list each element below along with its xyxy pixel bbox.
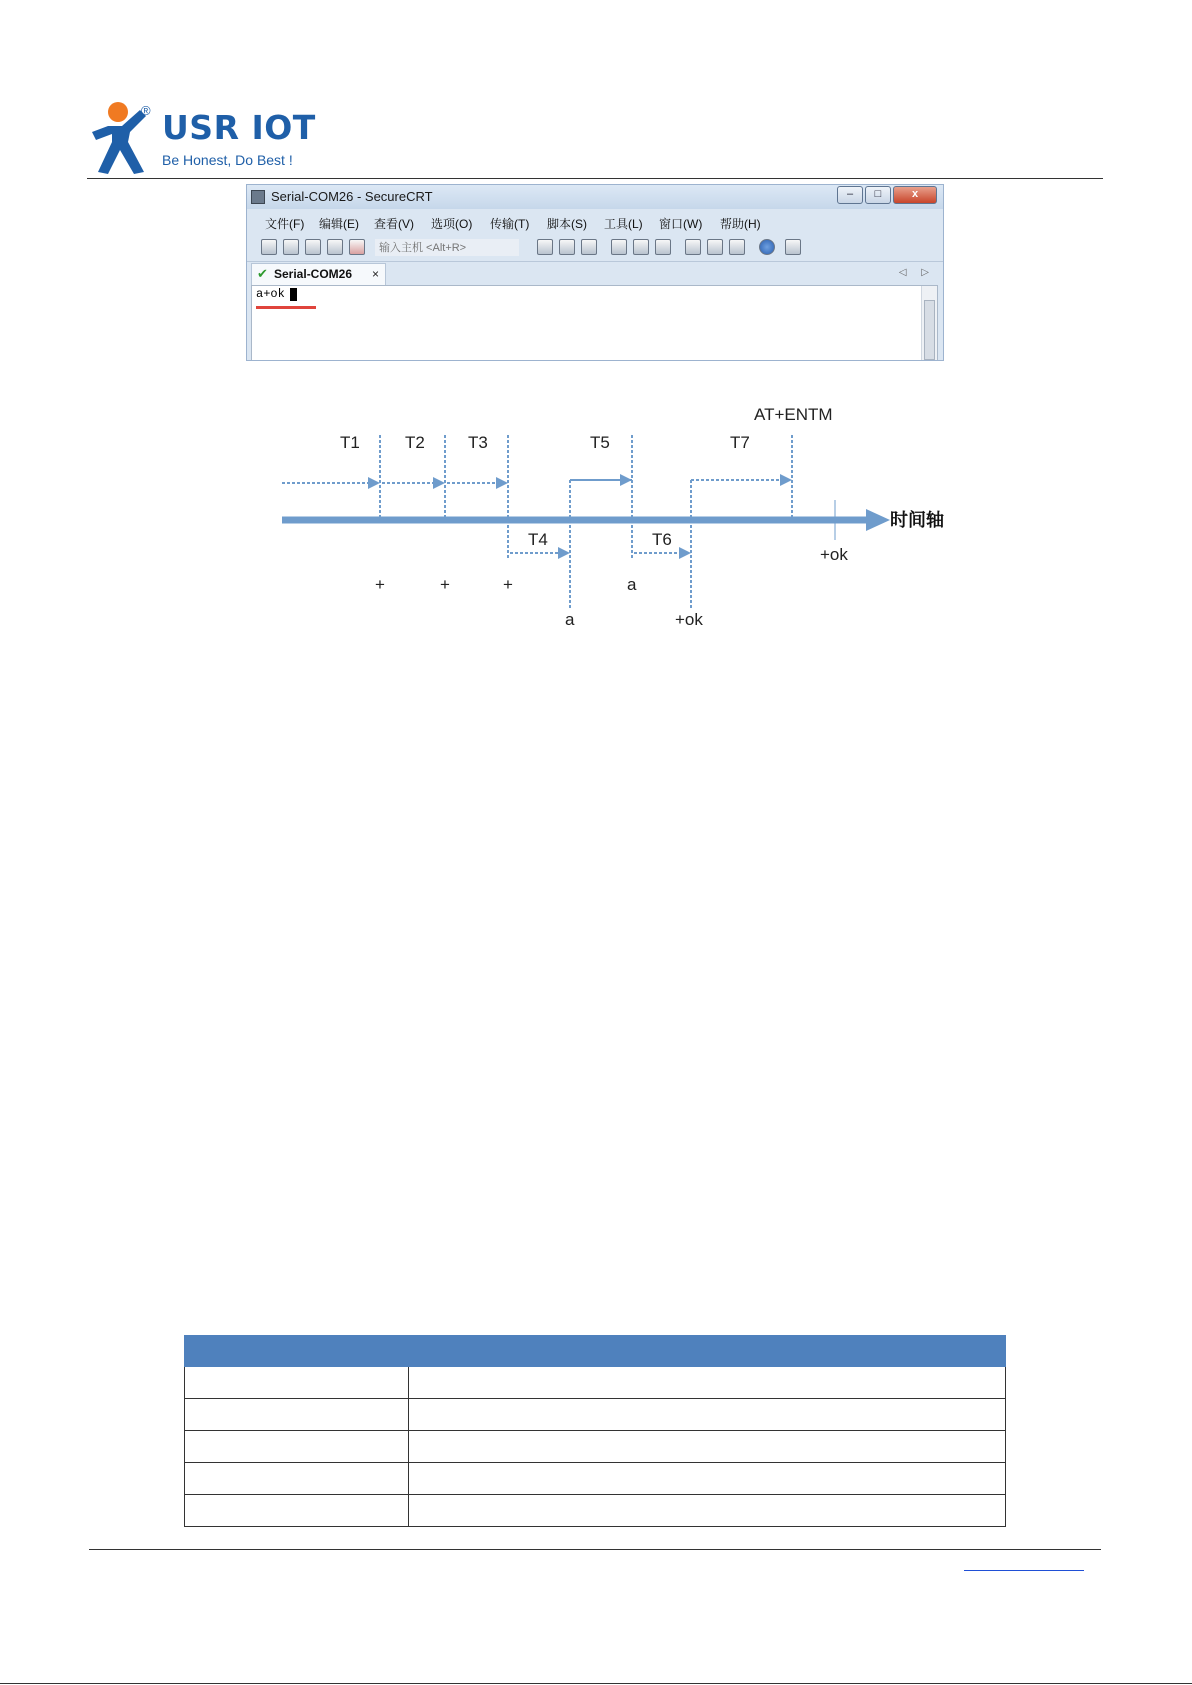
event-ok-final: +ok (820, 545, 848, 564)
terminal-scrollbar[interactable] (921, 286, 937, 361)
scrollbar-thumb[interactable] (924, 300, 935, 360)
toolbar (247, 235, 944, 262)
menu-tools[interactable]: 工具(L) (604, 217, 643, 231)
window-titlebar (247, 185, 944, 209)
table-cell (409, 1431, 1006, 1463)
tab-scroll-arrows-icon[interactable]: ◁ ▷ (898, 267, 935, 278)
event-plus-2: + (440, 575, 450, 594)
paste-icon[interactable] (559, 239, 575, 255)
menu-file[interactable]: 文件(F) (265, 217, 305, 231)
connected-check-icon: ✔ (257, 266, 268, 281)
table-cell (185, 1367, 409, 1399)
table-cell (409, 1463, 1006, 1495)
interval-t5: T5 (590, 433, 610, 452)
print-icon[interactable] (611, 239, 627, 255)
table-cell (409, 1399, 1006, 1431)
interval-t4: T4 (528, 530, 548, 549)
interval-t6: T6 (652, 530, 672, 549)
table-cell (185, 1399, 409, 1431)
securecrt-app-icon (251, 190, 265, 204)
menu-script[interactable]: 脚本(S) (547, 217, 587, 231)
print-selection-icon[interactable] (633, 239, 649, 255)
connect-icon[interactable] (261, 239, 277, 255)
footer-link-underline[interactable] (964, 1570, 1084, 1571)
menu-options[interactable]: 选项(O) (431, 217, 473, 231)
event-plus-1: + (375, 575, 385, 594)
copy-icon[interactable] (537, 239, 553, 255)
table-cell (409, 1367, 1006, 1399)
table-header-row (185, 1336, 1006, 1367)
terminal-pane[interactable] (251, 285, 938, 361)
brand-slogan: Be Honest, Do Best ! (162, 152, 293, 168)
interval-t3: T3 (468, 433, 488, 452)
event-plus-3: + (503, 575, 513, 594)
table-cell (409, 1495, 1006, 1527)
timing-diagram (270, 405, 950, 645)
highlight-underline (256, 306, 316, 309)
session-options-icon[interactable] (685, 239, 701, 255)
quick-connect-icon[interactable] (283, 239, 299, 255)
table-cell (185, 1463, 409, 1495)
interval-t7: T7 (730, 433, 750, 452)
sftp-icon[interactable] (785, 239, 801, 255)
terminal-output: a+ok (256, 287, 285, 301)
table-cell (185, 1495, 409, 1527)
host-input[interactable] (375, 239, 519, 256)
table-row (185, 1463, 1006, 1495)
terminal-cursor (290, 288, 297, 301)
connect-tab-icon[interactable] (305, 239, 321, 255)
session-tab-label: Serial-COM26 (274, 267, 353, 281)
table-row (185, 1399, 1006, 1431)
page-bottom-divider (0, 1683, 1192, 1684)
minimize-button[interactable]: – (837, 186, 863, 204)
menu-help[interactable]: 帮助(H) (720, 217, 761, 231)
table-header-cell (185, 1336, 409, 1367)
menu-bar (247, 211, 944, 233)
help-icon[interactable] (759, 239, 775, 255)
maximize-button[interactable]: □ (865, 186, 891, 204)
event-a-module: a (565, 610, 575, 629)
time-axis-label: 时间轴 (890, 510, 944, 530)
tab-close-icon[interactable]: × (372, 267, 380, 281)
securecrt-window (246, 184, 944, 361)
event-a-host: a (627, 575, 637, 594)
reconnect-icon[interactable] (327, 239, 343, 255)
keymap-icon[interactable] (729, 239, 745, 255)
header-divider (87, 178, 1103, 179)
interval-t2: T2 (405, 433, 425, 452)
menu-window[interactable]: 窗口(W) (659, 217, 703, 231)
window-title: Serial-COM26 - SecureCRT (271, 189, 433, 204)
menu-transfer[interactable]: 传输(T) (490, 217, 530, 231)
close-button[interactable]: x (893, 186, 937, 204)
table-header-cell (409, 1336, 1006, 1367)
session-tab-bar (247, 263, 944, 285)
global-options-icon[interactable] (707, 239, 723, 255)
footer-divider (89, 1549, 1101, 1550)
command-at-entm: AT+ENTM (754, 405, 833, 424)
time-axis-arrowhead (866, 509, 890, 531)
disconnect-icon[interactable] (349, 239, 365, 255)
table-row (185, 1367, 1006, 1399)
table-cell (185, 1431, 409, 1463)
event-ok-module: +ok (675, 610, 703, 629)
menu-view[interactable]: 查看(V) (374, 217, 414, 231)
spec-table (184, 1335, 1006, 1527)
menu-edit[interactable]: 编辑(E) (319, 217, 359, 231)
session-tab[interactable] (251, 263, 386, 285)
find-icon[interactable] (581, 239, 597, 255)
print-setup-icon[interactable] (655, 239, 671, 255)
registered-mark: ® (141, 103, 151, 118)
interval-t1: T1 (340, 433, 360, 452)
brand-name: USR IOT (162, 108, 316, 147)
table-row (185, 1431, 1006, 1463)
table-row (185, 1495, 1006, 1527)
